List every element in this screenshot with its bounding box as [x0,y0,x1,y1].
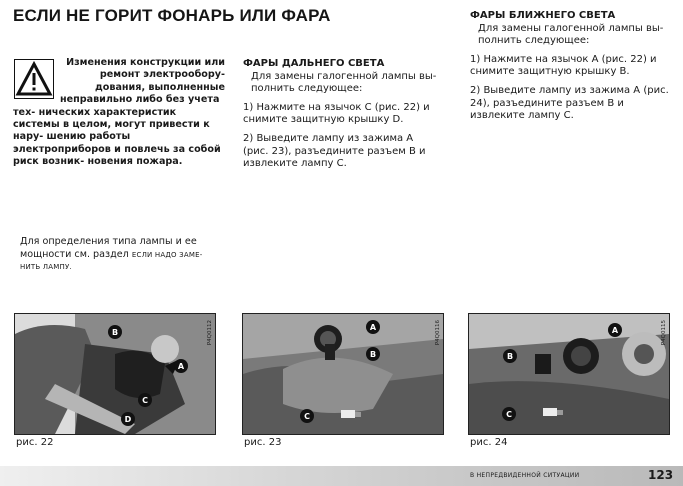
callout-b: B [111,328,119,337]
footer-section-title: В НЕПРЕДВИДЕННОЙ СИТУАЦИИ [470,472,580,479]
warning-triangle-icon [14,59,54,99]
figure-23-caption: рис. 23 [244,437,282,448]
high-beam-section [243,58,439,171]
callout-c: C [142,396,148,405]
figure-24-code: P4Q0115 [661,320,667,346]
figure-24-photo [469,314,669,434]
high-beam-intro: Для замены галогенной лампы вы- полнить следующее: [251,70,437,95]
callout-a: A [611,326,619,335]
high-beam-heading: ФАРЫ ДАЛЬНЕГО СВЕТА [243,58,385,69]
callout-c: C [506,410,512,419]
low-beam-step-2: 2) Выведите лампу из зажима А (рис. 24), разъедините разъем В и извлеките лампу С. [470,84,669,122]
callout-b: B [369,350,377,359]
figure-22 [14,313,216,435]
high-beam-step-1: 1) Нажмите на язычок С (рис. 22) и снимите защитную крышку D. [243,101,430,126]
page-number: 123 [648,468,674,482]
callout-b: B [506,352,514,361]
callout-a: A [177,362,185,371]
figure-22-photo [15,314,215,434]
figure-23-photo [243,314,443,434]
figure-22-code: P4Q0112 [207,320,213,346]
warning-block [13,57,225,169]
figure-23 [242,313,444,435]
high-beam-step-2: 2) Выведите лампу из зажима А (рис. 23), разъедините разъем В и извлеките лампу С. [243,132,426,170]
warning-text-rest: неправильно либо без учета тех- нических характеристик системы в целом, могут привести к нару- шению работы электроприборов и повлечь за собой риск возник- новения пожара. [13,94,221,168]
note-ref: ЕСЛИ НАДО ЗАМЕ- НИТЬ ЛАМПУ. [20,250,203,272]
lamp-type-note [20,236,220,274]
note-text: Для определения типа лампы и ее мощности см. раздел [20,236,197,260]
low-beam-heading: ФАРЫ БЛИЖНЕГО СВЕТА [470,10,616,21]
callout-d: D [124,415,132,424]
low-beam-section [470,10,670,123]
figure-22-caption: рис. 22 [16,437,54,448]
low-beam-step-1: 1) Нажмите на язычок А (рис. 22) и снимите защитную крышку В. [470,53,657,78]
figure-23-code: P4Q0116 [435,320,441,346]
low-beam-intro: Для замены галогенной лампы вы- полнить следующее: [478,22,664,47]
callout-c: C [304,412,310,421]
footer-band [0,466,683,486]
warning-text-top: Изменения конструкции или ремонт электрообору- дования, выполненные [66,57,225,93]
figure-24 [468,313,670,435]
page-title: ЕСЛИ НЕ ГОРИТ ФОНАРЬ ИЛИ ФАРА [13,6,331,25]
callout-a: A [369,323,377,332]
figure-24-caption: рис. 24 [470,437,508,448]
